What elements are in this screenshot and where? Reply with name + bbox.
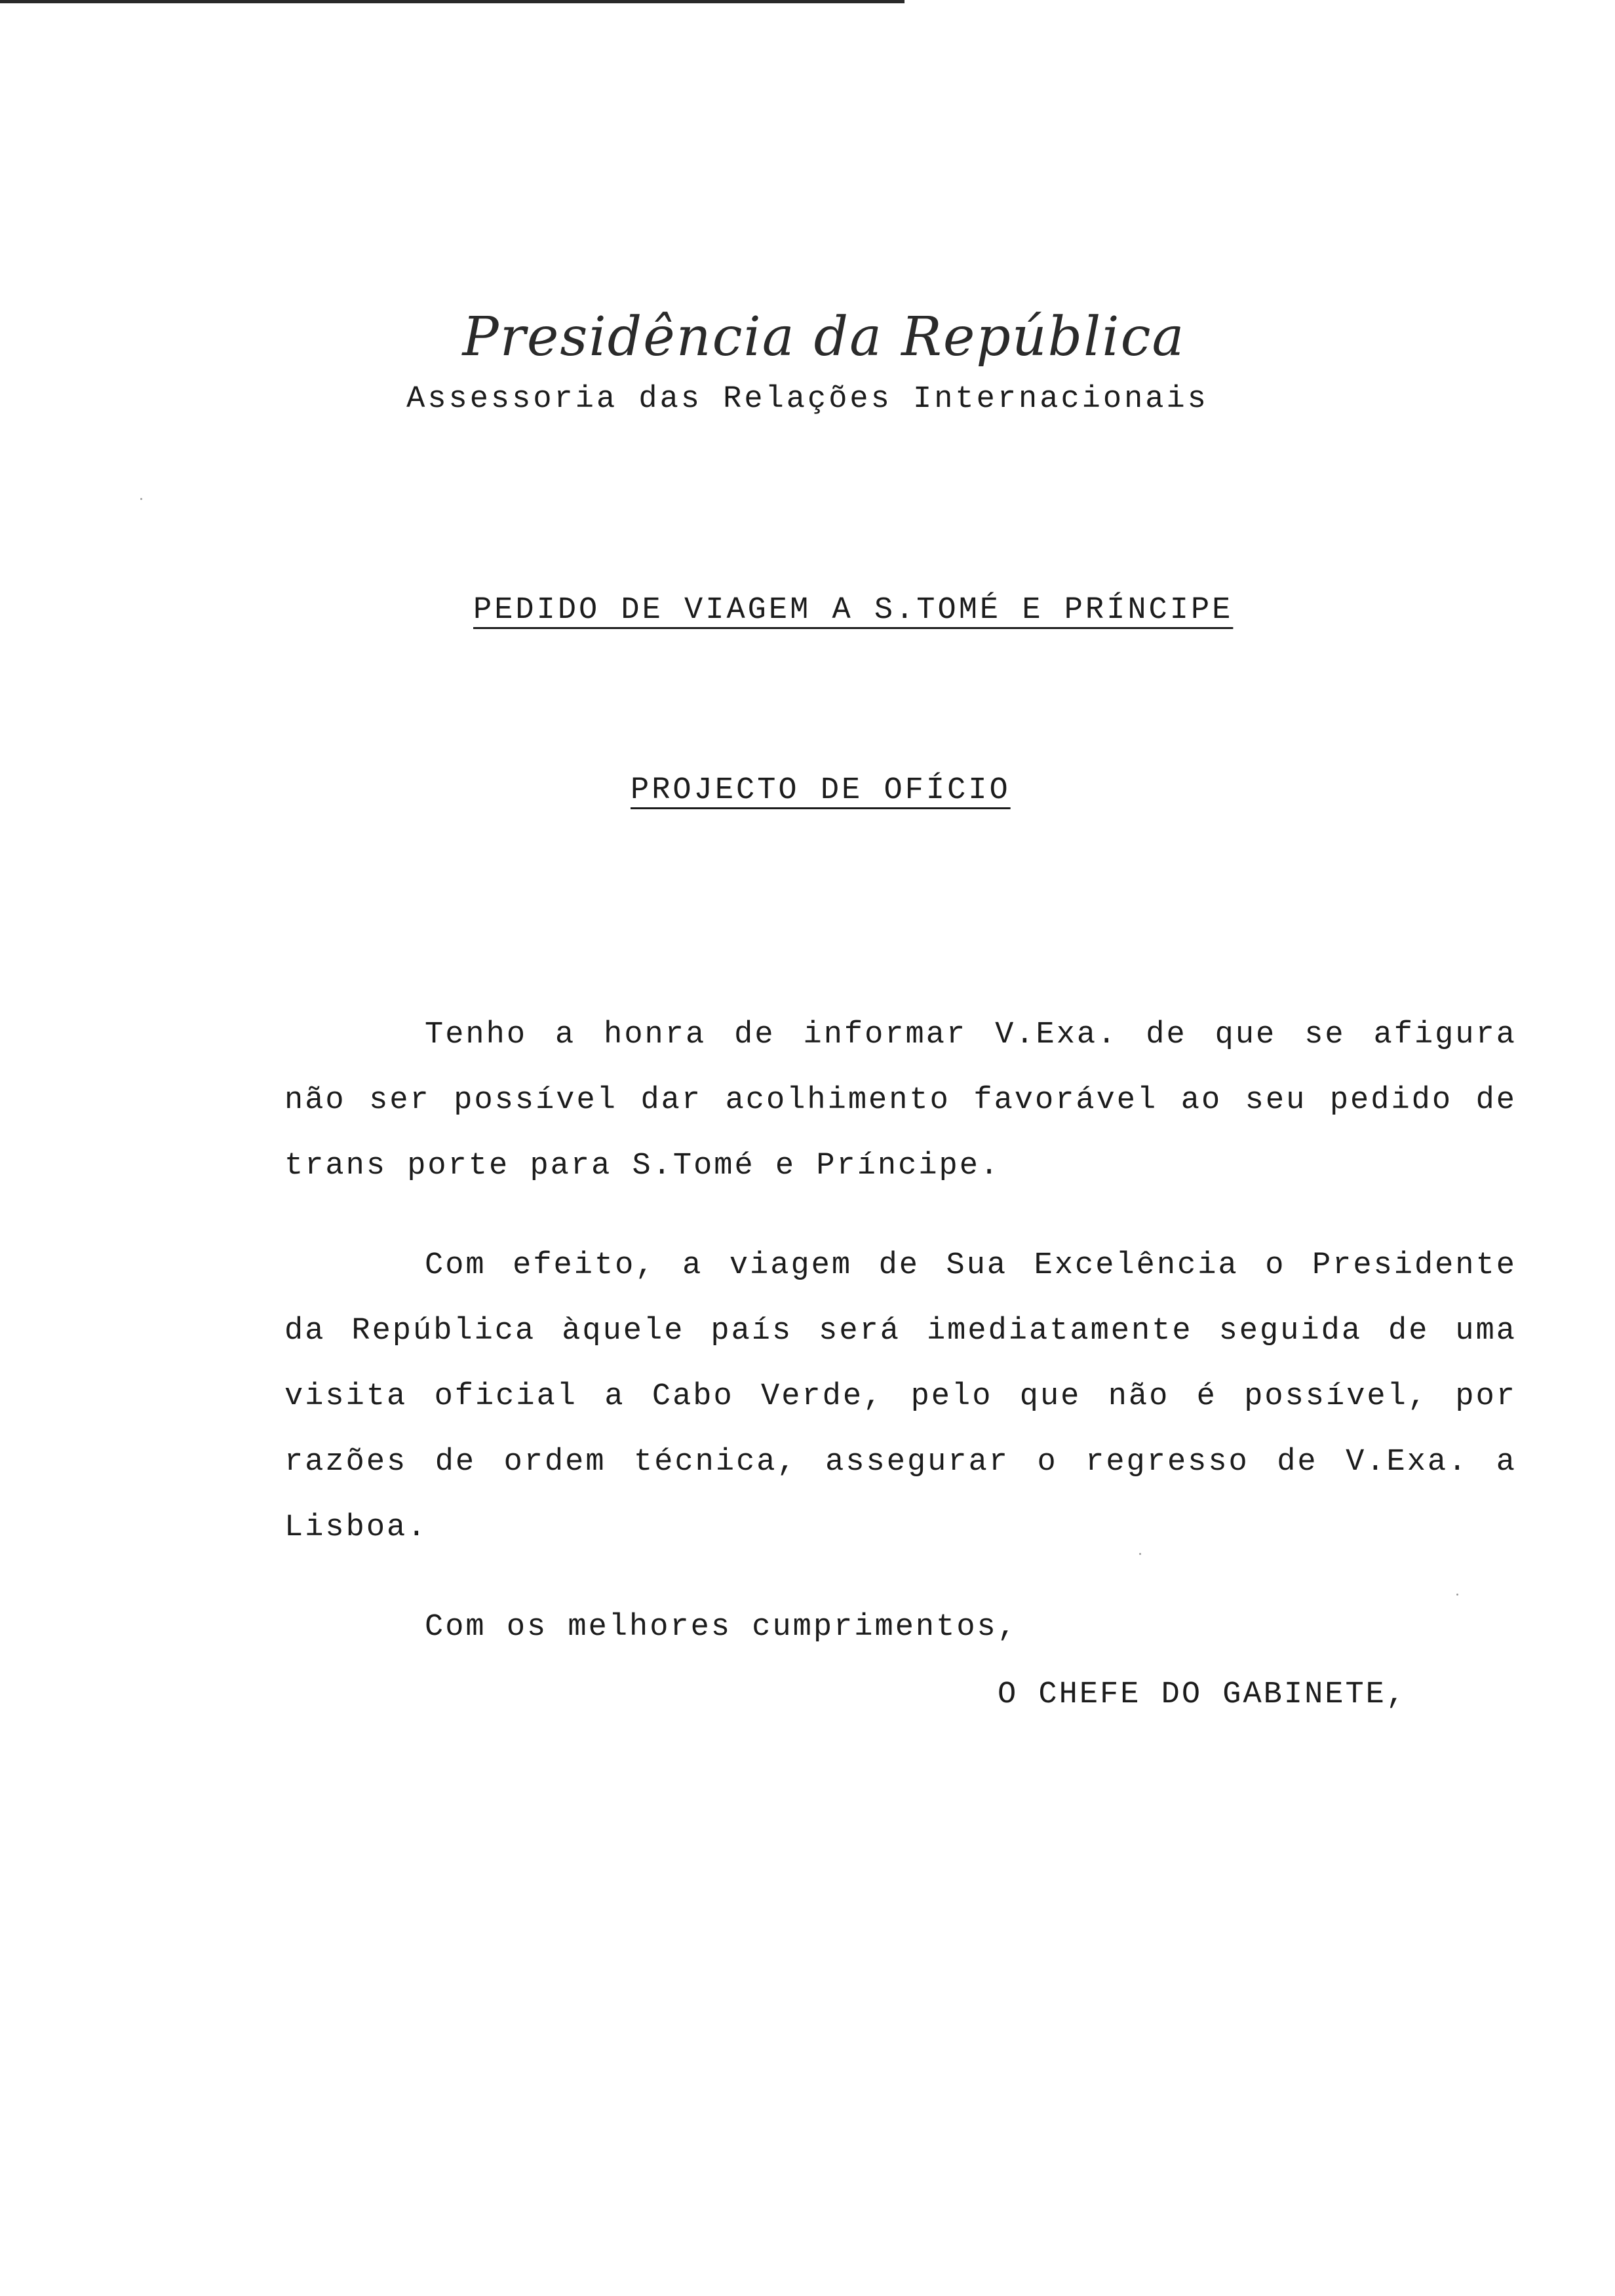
institution-name: Presidência da República: [462, 306, 1186, 368]
scan-speck: [1456, 1594, 1458, 1596]
letter-body: [284, 1003, 1517, 1694]
office-name: Assessoria das Relações Internacionais: [406, 382, 1209, 417]
signature-line: O CHEFE DO GABINETE,: [998, 1677, 1407, 1712]
paragraph-2: Com efeito, a viagem de Sua Excelência o Presidente da República àquele país será imediatamente seguida de uma visita oficial a Cabo Verde, pelo que não é possível, por razões de ordem técnica, assegurar o regresso de V.Exa. a Lisboa.: [284, 1248, 1517, 1545]
scan-speck: [1139, 1553, 1141, 1555]
scan-speck: [140, 498, 142, 500]
document-title: PEDIDO DE VIAGEM A S.TOMÉ E PRÍNCIPE: [473, 593, 1234, 628]
letterhead: [0, 301, 1615, 426]
document-subtitle: PROJECTO DE OFÍCIO: [631, 773, 1011, 808]
closing-line: Com os melhores cumprimentos,: [425, 1610, 1018, 1645]
top-border-line: [0, 0, 905, 3]
paragraph-1: Tenho a honra de informar V.Exa. de que se afigura não ser possível dar acolhimento favorável ao seu pedido de trans porte para S.Tomé e Príncipe.: [284, 1018, 1517, 1183]
